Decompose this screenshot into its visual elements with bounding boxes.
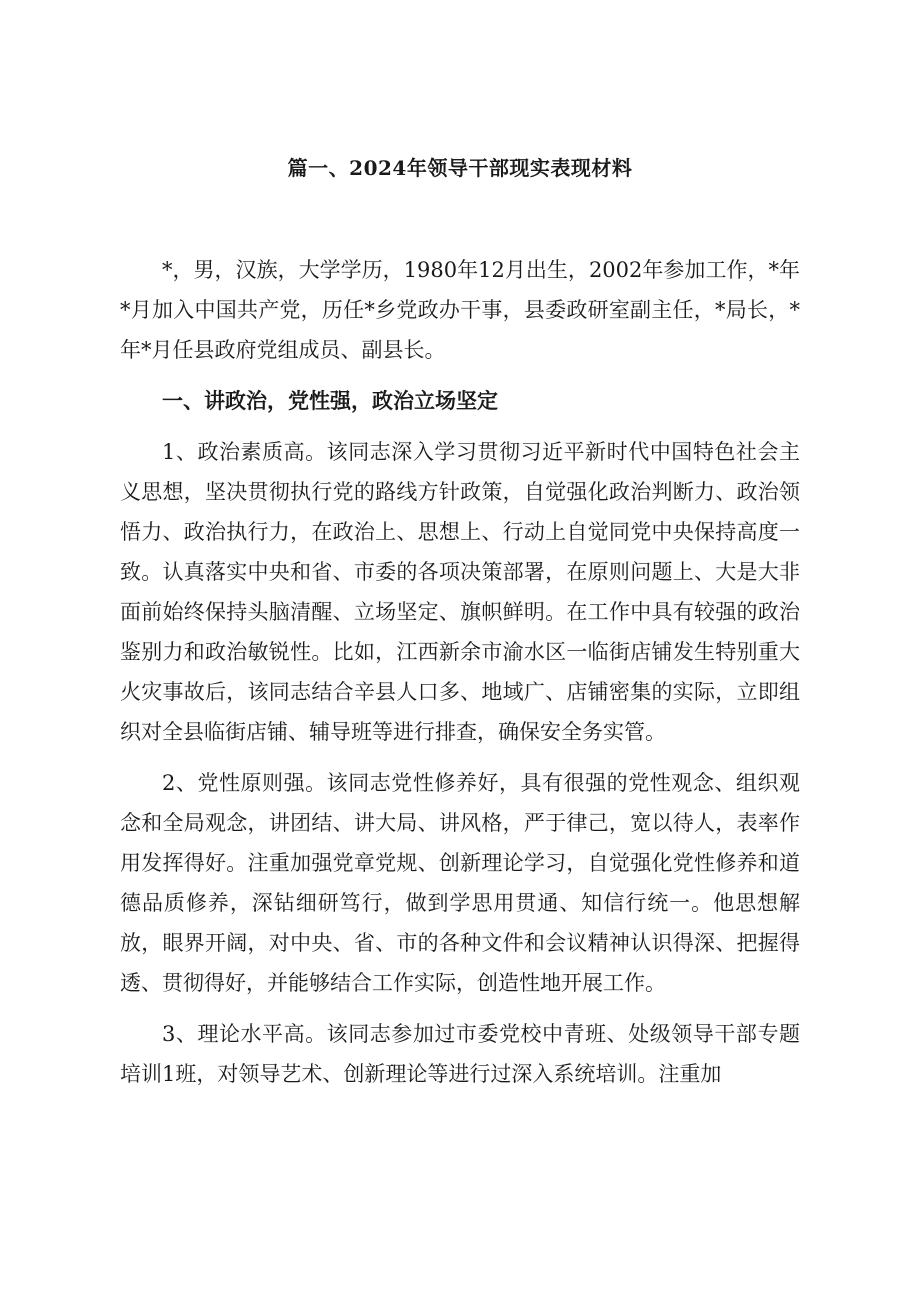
- point-paragraph-2: 2、党性原则强。该同志党性修养好，具有很强的党性观念、组织观念和全局观念，讲团结、讲大局、讲风格，严于律己，宽以待人，表率作用发挥得好。注重加强党章党规、创新理论学习，自觉强化党性修养和道德品质修养，深钻细研笃行，做到学思用贯通、知信行统一。他思想解放，眼界开阔，对中央、省、市的各种文件和会议精神认识得深、把握得透、贯彻得好，并能够结合工作实际，创造性地开展工作。: [120, 771, 800, 995]
- point-paragraph-3: 3、理论水平高。该同志参加过市委党校中青班、处级领导干部专题培训1班，对领导艺术、创新理论等进行过深入系统培训。注重加: [120, 1022, 800, 1086]
- point-paragraph-1: 1、政治素质高。该同志深入学习贯彻习近平新时代中国特色社会主义思想，坚决贯彻执行党的路线方针政策，自觉强化政治判断力、政治领悟力、政治执行力，在政治上、思想上、行动上自觉同党中央保持高度一致。认真落实中央和省、市委的各项决策部署，在原则问题上、大是大非面前始终保持头脑清醒、立场坚定、旗帜鲜明。在工作中具有较强的政治鉴别力和政治敏锐性。比如，江西新余市渝水区一临街店铺发生特别重大火灾事故后，该同志结合辛县人口多、地域广、店铺密集的实际，立即组织对全县临街店铺、辅导班等进行排查，确保安全务实管。: [120, 440, 800, 744]
- document-body: [120, 250, 800, 1094]
- document-title: 篇一、2024年领导干部现实表现材料: [287, 156, 633, 180]
- section-heading: 一、讲政治，党性强，政治立场坚定: [162, 388, 498, 413]
- profile-paragraph: *，男，汉族，大学学历，1980年12月出生，2002年参加工作，*年*月加入中国共产党，历任*乡党政办干事，县委政研室副主任，*局长，*年*月任县政府党组成员、副县长。: [120, 258, 800, 362]
